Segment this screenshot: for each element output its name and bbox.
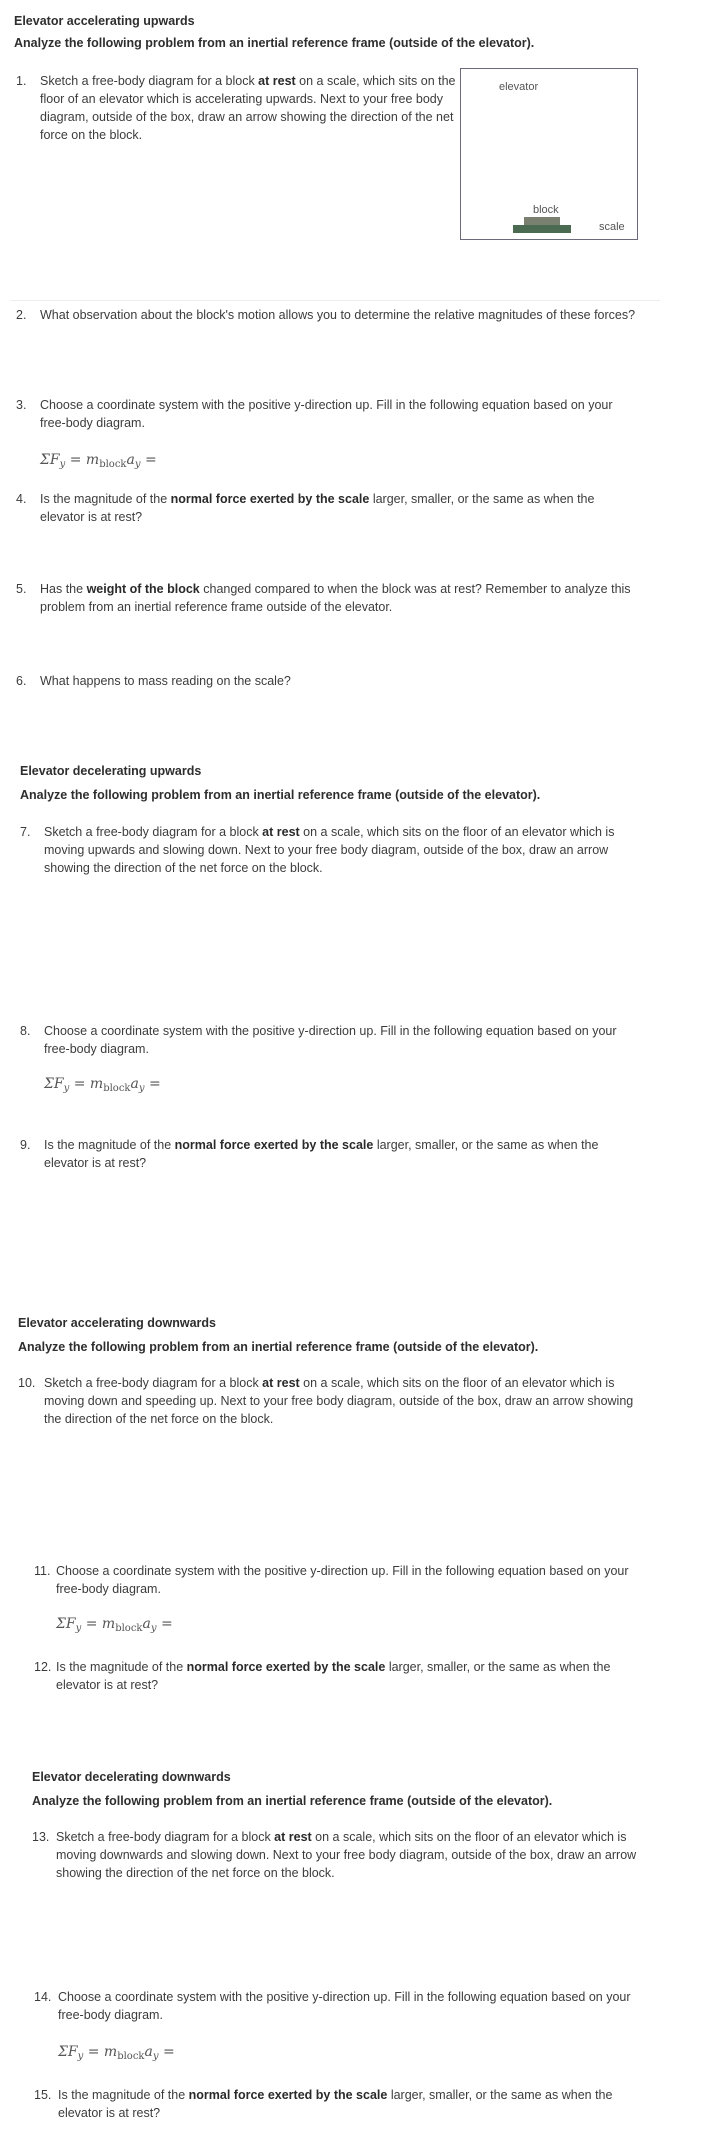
question-text: larger, smaller, or the same as when the elevator is at rest? xyxy=(44,1138,599,1170)
question-5 xyxy=(16,580,636,620)
question-text: Is the magnitude of the xyxy=(56,1660,187,1674)
question-number: 10. xyxy=(18,1376,36,1390)
force-equation: $\Sigma F_y = m_{block}a_y$ = xyxy=(58,2044,175,2062)
question-text: on a scale, which sits on the floor of an elevator which is moving downwards and slowing down. Next to your free body diagram, outside of the box, draw an arrow showing the direction of the net force on the block. xyxy=(56,1830,637,1880)
question-10 xyxy=(18,1374,644,1434)
section-4-subtitle: Analyze the following problem from an inertial reference frame (outside of the elevator). xyxy=(32,1794,553,1808)
question-text: larger, smaller, or the same as when the elevator is at rest? xyxy=(58,2088,613,2120)
question-text: on a scale, which sits on the floor of an elevator which is moving upwards and slowing down. Next to your free body diagram, outside of the box, draw an arrow showing the direction of the net force on the block. xyxy=(44,825,615,875)
section-3-title: Elevator accelerating downwards xyxy=(18,1316,216,1330)
question-text: on a scale, which sits on the floor of an elevator which is moving down and speeding up. Next to your free body diagram, outside of the box, draw an arrow showing the direction of the net force on the block. xyxy=(44,1376,634,1426)
question-emphasis: normal force exerted by the scale xyxy=(188,2088,388,2102)
question-number: 14. xyxy=(34,1990,52,2004)
section-3-subtitle: Analyze the following problem from an inertial reference frame (outside of the elevator). xyxy=(18,1340,539,1354)
question-emphasis: normal force exerted by the scale xyxy=(186,1660,386,1674)
section-2-subtitle: Analyze the following problem from an inertial reference frame (outside of the elevator). xyxy=(20,788,541,802)
scale-label: scale xyxy=(599,221,625,233)
section-1-title: Elevator accelerating upwards xyxy=(14,14,195,28)
elevator-label: elevator xyxy=(499,81,539,93)
question-number: 2. xyxy=(16,308,27,322)
question-13 xyxy=(32,1828,654,1888)
question-emphasis: at rest xyxy=(258,74,296,88)
force-equation: $\Sigma F_y = m_{block}a_y$ = xyxy=(44,1076,161,1094)
force-equation: $\Sigma F_y = m_{block}a_y$ = xyxy=(40,452,157,470)
question-number: 1. xyxy=(16,74,27,88)
question-text: Choose a coordinate system with the positive y-direction up. Fill in the following equation based on your free-body diagram. xyxy=(58,1990,631,2022)
question-text: Sketch a free-body diagram for a block xyxy=(40,74,259,88)
question-text: on a scale, which sits on the floor of an elevator which is accelerating upwards. Next to your free body diagram, outside of the box, draw an arrow showing the direction of the net force on the block. xyxy=(40,74,456,142)
question-7 xyxy=(20,823,642,883)
question-text: Is the magnitude of the xyxy=(58,2088,189,2102)
question-3 xyxy=(16,396,626,436)
question-number: 15. xyxy=(34,2088,52,2102)
question-number: 9. xyxy=(20,1138,31,1152)
block-label: block xyxy=(533,204,559,216)
question-number: 6. xyxy=(16,674,27,688)
block-shape xyxy=(524,217,560,225)
question-text: Is the magnitude of the xyxy=(44,1138,175,1152)
question-text: Choose a coordinate system with the positive y-direction up. Fill in the following equation based on your free-body diagram. xyxy=(44,1024,617,1056)
question-number: 11. xyxy=(34,1564,51,1578)
question-8 xyxy=(20,1022,642,1062)
question-text: larger, smaller, or the same as when the elevator is at rest? xyxy=(56,1660,611,1692)
question-text: What happens to mass reading on the scale? xyxy=(40,674,291,688)
section-2-title: Elevator decelerating upwards xyxy=(20,764,202,778)
question-text: Sketch a free-body diagram for a block xyxy=(44,1376,263,1390)
question-emphasis: at rest xyxy=(274,1830,312,1844)
question-4 xyxy=(16,490,636,530)
question-6 xyxy=(16,672,636,692)
question-number: 12. xyxy=(34,1660,52,1674)
question-11 xyxy=(34,1562,656,1602)
question-14 xyxy=(34,1988,656,2028)
question-text: What observation about the block's motion allows you to determine the relative magnitudes of these forces? xyxy=(40,308,636,322)
question-number: 13. xyxy=(32,1830,50,1844)
question-12 xyxy=(34,1658,656,1698)
question-text: Sketch a free-body diagram for a block xyxy=(44,825,263,839)
scale-shape xyxy=(513,225,571,233)
question-number: 4. xyxy=(16,492,27,506)
question-number: 7. xyxy=(20,825,31,839)
elevator-diagram xyxy=(460,68,638,240)
question-text: Choose a coordinate system with the positive y-direction up. Fill in the following equation based on your free-body diagram. xyxy=(40,398,613,430)
question-emphasis: at rest xyxy=(262,825,300,839)
section-1-subtitle: Analyze the following problem from an inertial reference frame (outside of the elevator). xyxy=(14,36,535,50)
question-15 xyxy=(34,2086,656,2126)
question-emphasis: weight of the block xyxy=(86,582,200,596)
question-number: 8. xyxy=(20,1024,31,1038)
question-text: Is the magnitude of the xyxy=(40,492,171,506)
question-text: larger, smaller, or the same as when the elevator is at rest? xyxy=(40,492,595,524)
question-1 xyxy=(16,72,456,152)
question-text: changed compared to when the block was at rest? Remember to analyze this problem from an inertial reference frame outside of the elevator. xyxy=(40,582,631,614)
question-text: Sketch a free-body diagram for a block xyxy=(56,1830,275,1844)
force-equation: $\Sigma F_y = m_{block}a_y$ = xyxy=(56,1616,173,1634)
section-4-title: Elevator decelerating downwards xyxy=(32,1770,231,1784)
question-number: 3. xyxy=(16,398,27,412)
question-emphasis: normal force exerted by the scale xyxy=(174,1138,374,1152)
question-text: Has the xyxy=(40,582,87,596)
question-emphasis: normal force exerted by the scale xyxy=(170,492,370,506)
question-emphasis: at rest xyxy=(262,1376,300,1390)
question-text: Choose a coordinate system with the positive y-direction up. Fill in the following equation based on your free-body diagram. xyxy=(56,1564,629,1596)
question-number: 5. xyxy=(16,582,27,596)
divider xyxy=(10,300,660,301)
question-9 xyxy=(20,1136,642,1176)
question-2 xyxy=(16,306,636,346)
